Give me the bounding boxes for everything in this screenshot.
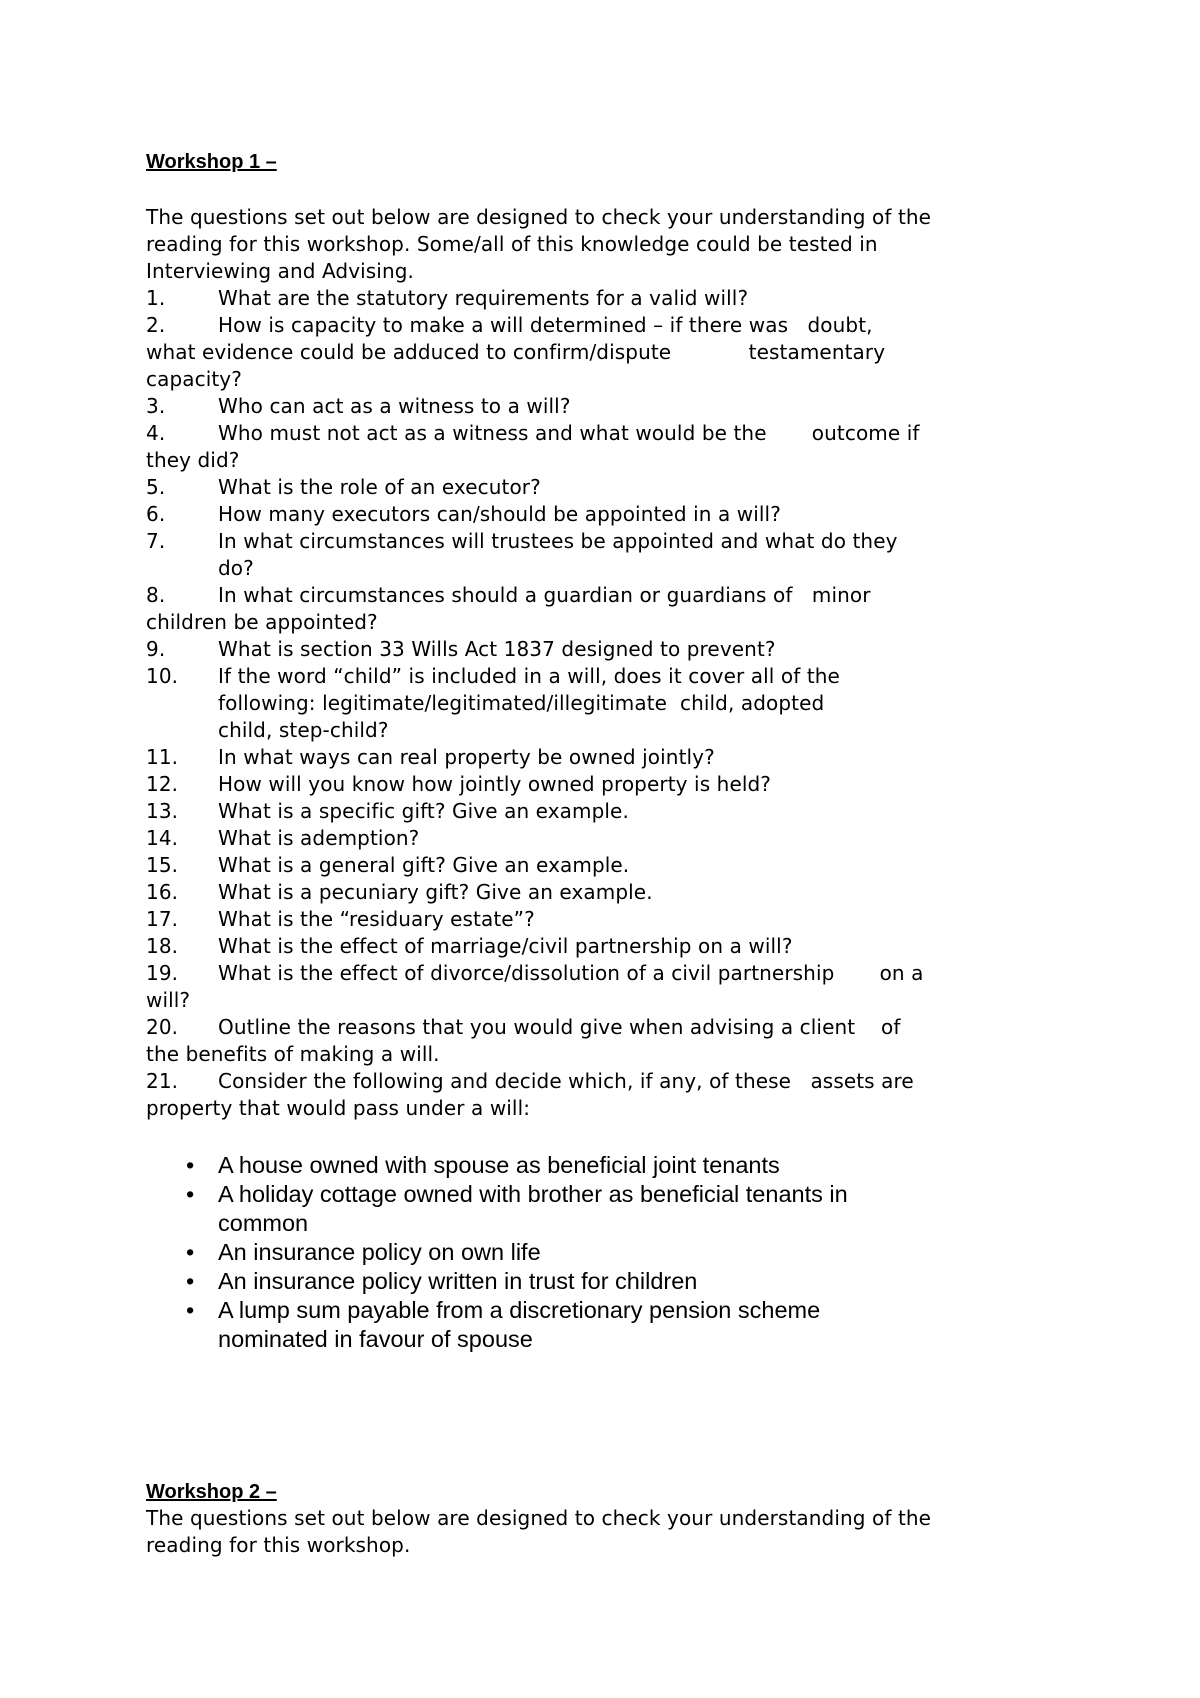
question-item (146, 879, 1046, 906)
question-item (146, 393, 1046, 420)
question-item (146, 312, 1046, 393)
question-number: 5. (146, 475, 166, 499)
question-text: What is the effect of marriage/civil partnership on a will? (218, 934, 793, 958)
question-number: 1. (146, 286, 166, 310)
question-text: How is capacity to make a will determined – if there was doubt, (218, 313, 873, 337)
intro-line: reading for this workshop. Some/all of this knowledge could be tested in (146, 232, 878, 256)
question-text: What is the “residuary estate”? (218, 907, 535, 931)
bullet-icon: • (186, 1152, 195, 1178)
question-text: How many executors can/should be appointed in a will? (218, 502, 781, 526)
question-text-continued: do? (218, 556, 254, 580)
question-item (146, 744, 1046, 771)
question-text-continued: following: legitimate/legitimated/illegitimate child, adopted (218, 691, 825, 715)
intro-line: Interviewing and Advising. (146, 259, 414, 283)
question-item (146, 825, 1046, 852)
question-item (146, 528, 1046, 582)
question-number: 19. (146, 961, 179, 985)
question-text-continued: property that would pass under a will: (146, 1096, 531, 1120)
question-text: In what circumstances will trustees be appointed and what do they (218, 529, 898, 553)
question-item (146, 663, 1046, 744)
intro-line: The questions set out below are designed to check your understanding of the (146, 205, 932, 229)
question-number: 16. (146, 880, 179, 904)
question-number: 20. (146, 1015, 179, 1039)
question-text: What is a specific gift? Give an example. (218, 799, 629, 823)
asset-text: A house owned with spouse as beneficial joint tenants (218, 1152, 780, 1178)
asset-text: A holiday cottage owned with brother as beneficial tenants in (218, 1181, 848, 1207)
question-text: What is a general gift? Give an example. (218, 853, 630, 877)
question-text: What is a pecuniary gift? Give an example. (218, 880, 653, 904)
question-number: 10. (146, 664, 179, 688)
asset-list-item (146, 1296, 1046, 1354)
question-text: Who can act as a witness to a will? (218, 394, 571, 418)
question-number: 6. (146, 502, 166, 526)
workshop-1-question-list (146, 285, 1046, 1122)
question-item (146, 771, 1046, 798)
question-number: 18. (146, 934, 179, 958)
asset-text: A lump sum payable from a discretionary pension scheme (218, 1297, 821, 1323)
workshop-1-heading: Workshop 1 – (146, 151, 277, 173)
question-number: 13. (146, 799, 179, 823)
bullet-icon: • (186, 1268, 195, 1294)
question-item (146, 933, 1046, 960)
intro-line: The questions set out below are designed to check your understanding of the (146, 1506, 932, 1530)
asset-text: An insurance policy written in trust for children (218, 1268, 698, 1294)
question-item (146, 285, 1046, 312)
question-text: What are the statutory requirements for a valid will? (218, 286, 749, 310)
question-text-continued: children be appointed? (146, 610, 378, 634)
workshop-1-intro (146, 204, 1046, 285)
bullet-icon: • (186, 1239, 195, 1265)
question-number: 2. (146, 313, 166, 337)
question-item (146, 960, 1046, 1014)
asset-list-item (146, 1267, 1046, 1296)
question-item (146, 501, 1046, 528)
bullet-icon: • (186, 1181, 195, 1207)
question-number: 11. (146, 745, 179, 769)
question-text: In what ways can real property be owned jointly? (218, 745, 715, 769)
question-text: How will you know how jointly owned property is held? (218, 772, 772, 796)
question-text-continued: will? (146, 988, 191, 1012)
asset-text: common (218, 1210, 309, 1236)
question-number: 15. (146, 853, 179, 877)
intro-line: reading for this workshop. (146, 1533, 411, 1557)
asset-list-item (146, 1238, 1046, 1267)
question-number: 9. (146, 637, 166, 661)
question-text-continued: the benefits of making a will. (146, 1042, 440, 1066)
asset-text: An insurance policy on own life (218, 1239, 541, 1265)
asset-text: nominated in favour of spouse (218, 1326, 533, 1352)
question-text: What is the role of an executor? (218, 475, 541, 499)
question-item (146, 852, 1046, 879)
question-item (146, 582, 1046, 636)
asset-list-item (146, 1180, 1046, 1238)
question-item (146, 474, 1046, 501)
question-text: What is the effect of divorce/dissolution of a civil partnership on a (218, 961, 924, 985)
question-text: In what circumstances should a guardian or guardians of minor (218, 583, 871, 607)
question-text: Consider the following and decide which, if any, of these assets are (218, 1069, 914, 1093)
question-number: 12. (146, 772, 179, 796)
question-text-continued: capacity? (146, 367, 242, 391)
question-number: 17. (146, 907, 179, 931)
question-number: 21. (146, 1069, 179, 1093)
question-text: If the word “child” is included in a will, does it cover all of the (218, 664, 840, 688)
workshop-2-intro (146, 1505, 1046, 1559)
workshop-2-heading: Workshop 2 – (146, 1481, 277, 1503)
question-number: 7. (146, 529, 166, 553)
question-number: 8. (146, 583, 166, 607)
question-number: 14. (146, 826, 179, 850)
question-item (146, 1014, 1046, 1068)
question-text: What is ademption? (218, 826, 420, 850)
question-item (146, 636, 1046, 663)
question-item (146, 1068, 1046, 1122)
question-text-continued: they did? (146, 448, 240, 472)
question-text-continued: what evidence could be adduced to confirm/dispute testamentary (146, 340, 886, 364)
question-item (146, 798, 1046, 825)
asset-list-item (146, 1151, 1046, 1180)
question-text-continued: child, step-child? (218, 718, 389, 742)
bullet-icon: • (186, 1297, 195, 1323)
workshop-1-asset-list (146, 1151, 1046, 1354)
question-number: 4. (146, 421, 166, 445)
question-number: 3. (146, 394, 166, 418)
question-item (146, 420, 1046, 474)
question-item (146, 906, 1046, 933)
question-text: Outline the reasons that you would give when advising a client of (218, 1015, 901, 1039)
question-text: Who must not act as a witness and what would be the outcome if (218, 421, 920, 445)
question-text: What is section 33 Wills Act 1837 designed to prevent? (218, 637, 776, 661)
